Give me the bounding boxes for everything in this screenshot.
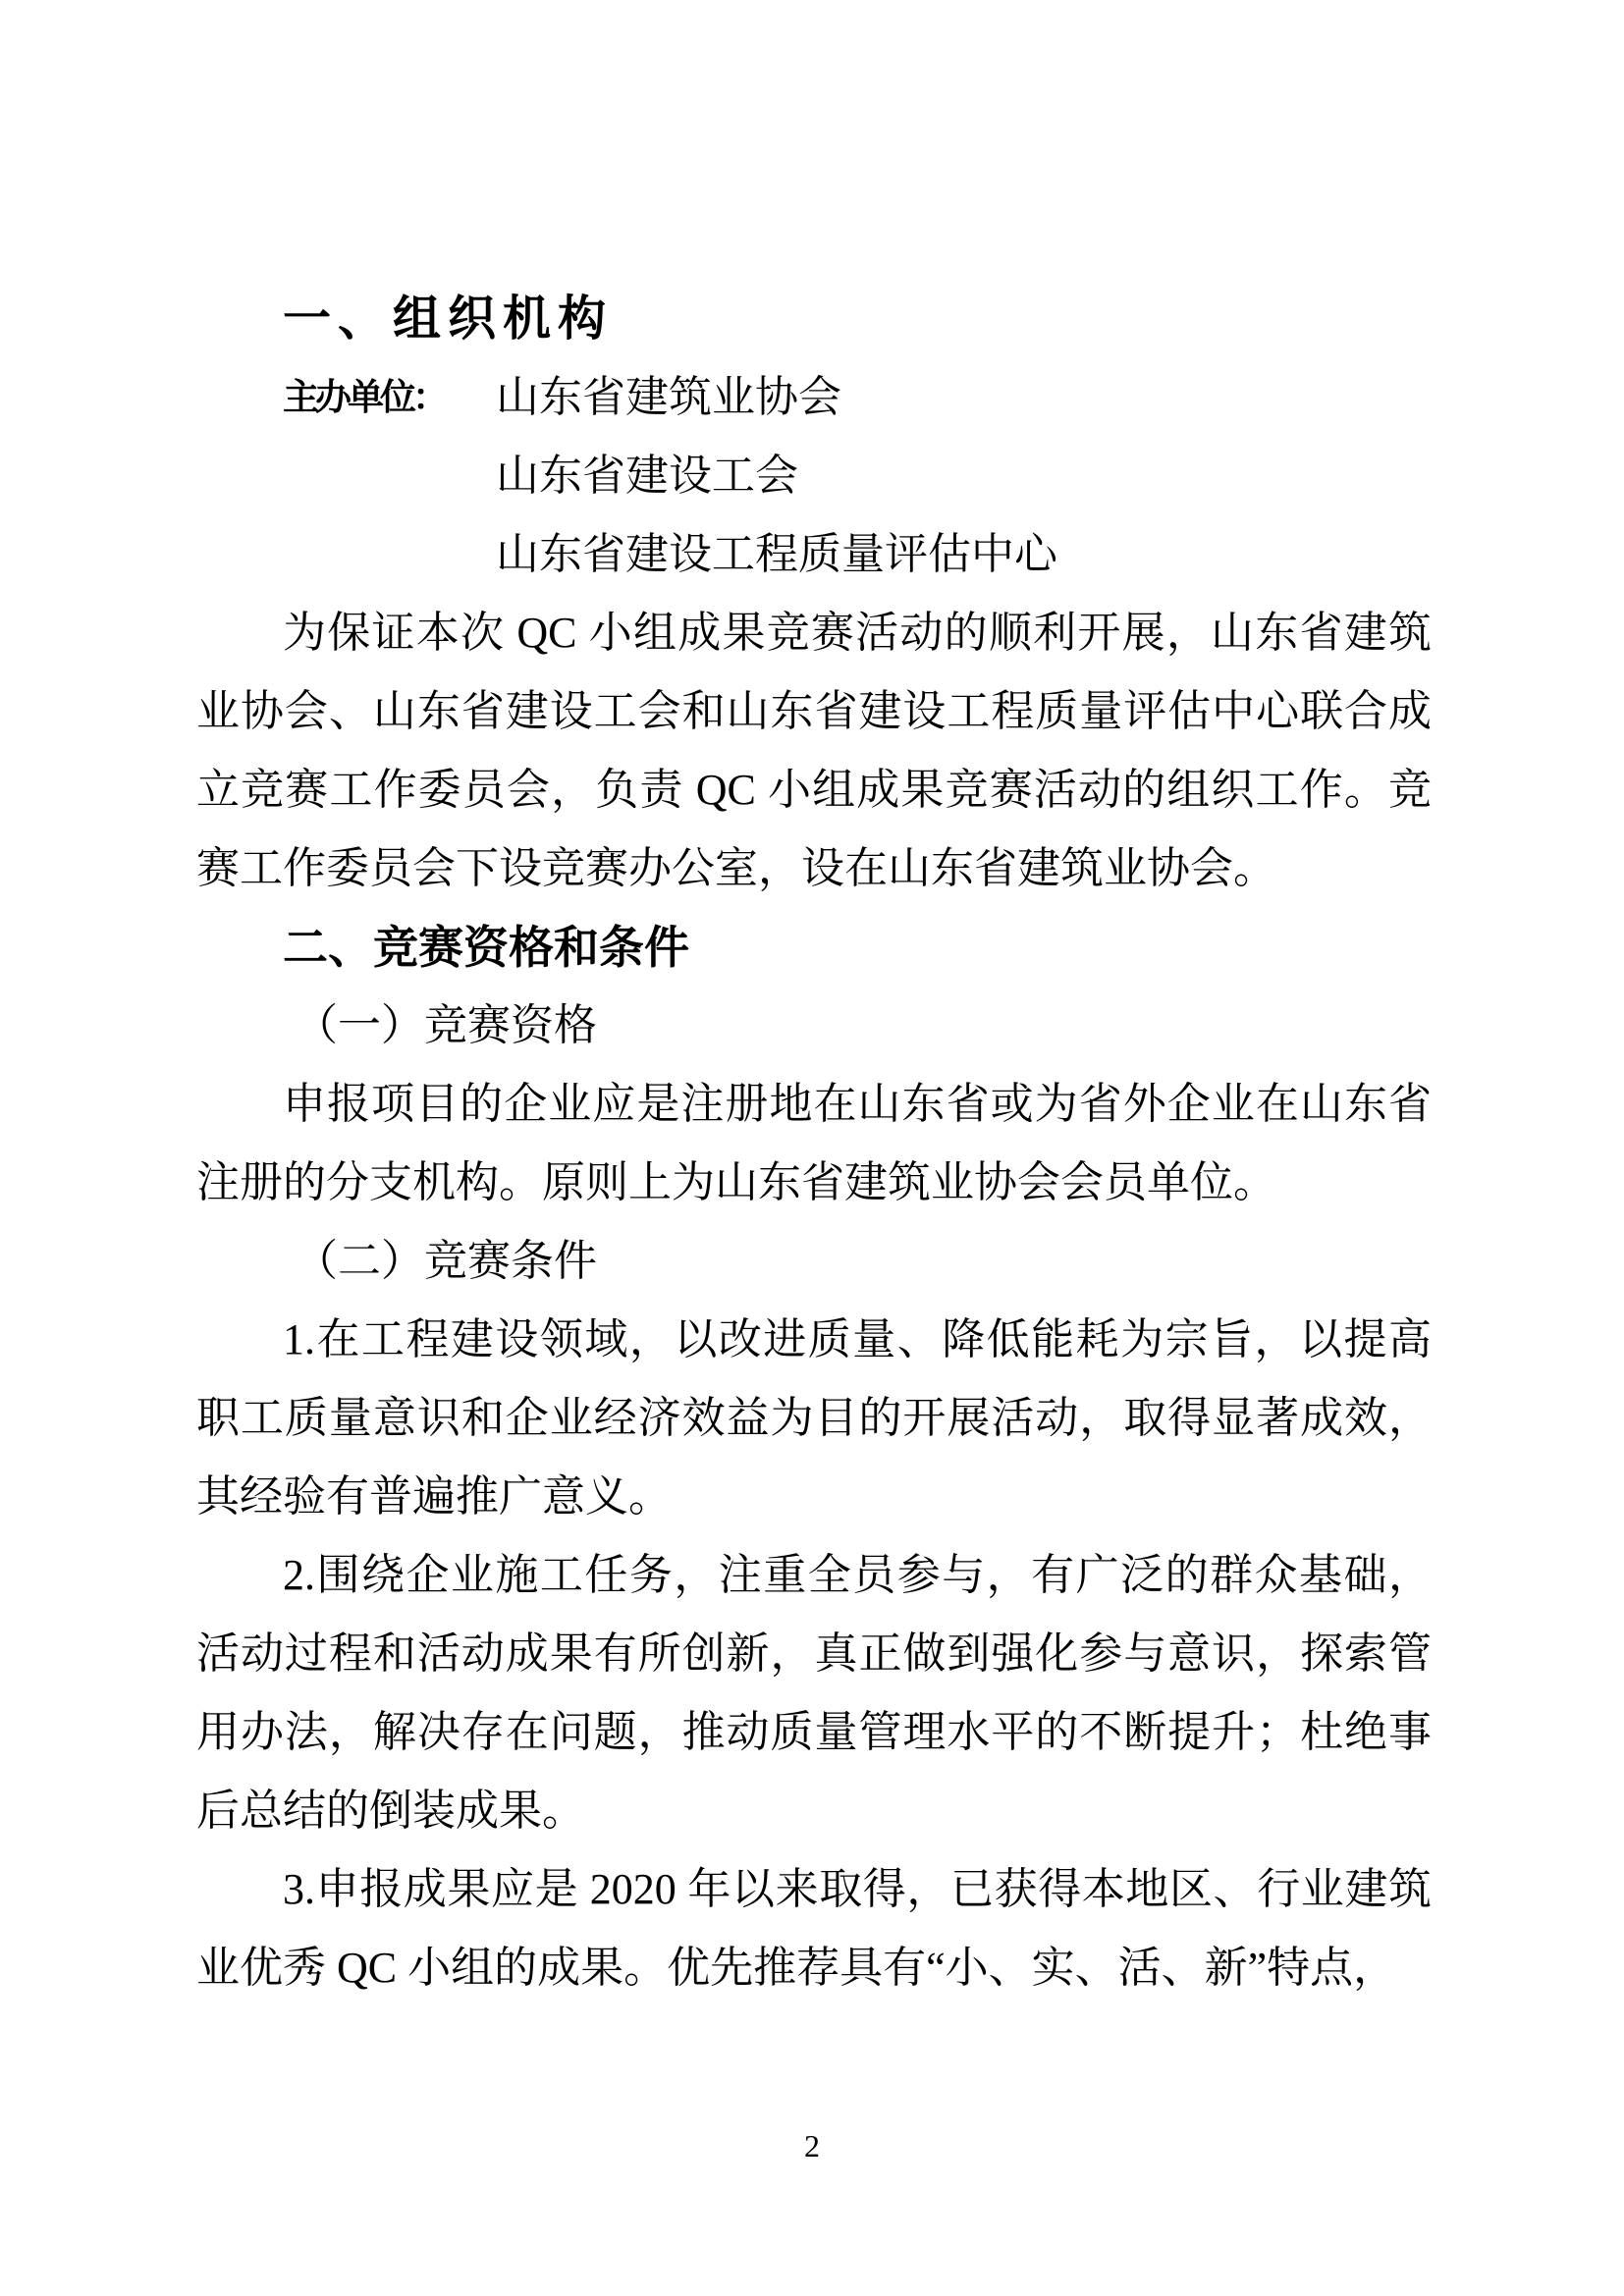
subsection-1-title: （一）竞赛资格 — [295, 1001, 597, 1049]
intro-paragraph: 为保证本次 QC 小组成果竞赛活动的顺利开展，山东省建筑业协会、山东省建设工会和山东省建设工程质量评估中心联合成立竞赛工作委员会，负责 QC 小组成果竞赛活动的组织工作。竞赛工作委员会下设竞赛办公室，设在山东省建筑业协会。 — [196, 609, 1432, 892]
host-unit-1: 山东省建筑业协会 — [496, 373, 841, 421]
subsection-2-title: （二）竞赛条件 — [295, 1237, 597, 1285]
section-heading-eligibility: 二、竞赛资格和条件 — [283, 922, 689, 973]
host-units-block — [196, 358, 1432, 594]
condition-item-1: 1.在工程建设领域，以改进质量、降低能耗为宗旨，以提高职工质量意识和企业经济效益为目的开展活动，取得显著成效，其经验有普遍推广意义。 — [196, 1315, 1432, 1521]
page-number: 2 — [804, 2128, 820, 2163]
host-unit-2: 山东省建设工会 — [496, 452, 798, 500]
host-label: 主办单位： — [283, 377, 445, 417]
section-heading-organization: 一、组织机构 — [283, 293, 614, 346]
host-units-list — [496, 358, 1432, 594]
host-unit-3: 山东省建设工程质量评估中心 — [496, 530, 1057, 578]
document-body — [196, 280, 1432, 2007]
condition-item-3: 3.申报成果应是 2020 年以来取得，已获得本地区、行业建筑业优秀 QC 小组的成果。优先推荐具有“小、实、活、新”特点， — [196, 1865, 1432, 1992]
condition-item-2: 2.围绕企业施工任务，注重全员参与，有广泛的群众基础，活动过程和活动成果有所创新，真正做到强化参与意识，探索管用办法，解决存在问题，推动质量管理水平的不断提升；杜绝事后总结的倒装成果。 — [196, 1551, 1432, 1835]
subsection-1-paragraph: 申报项目的企业应是注册地在山东省或为省外企业在山东省注册的分支机构。原则上为山东省建筑业协会会员单位。 — [196, 1080, 1432, 1206]
